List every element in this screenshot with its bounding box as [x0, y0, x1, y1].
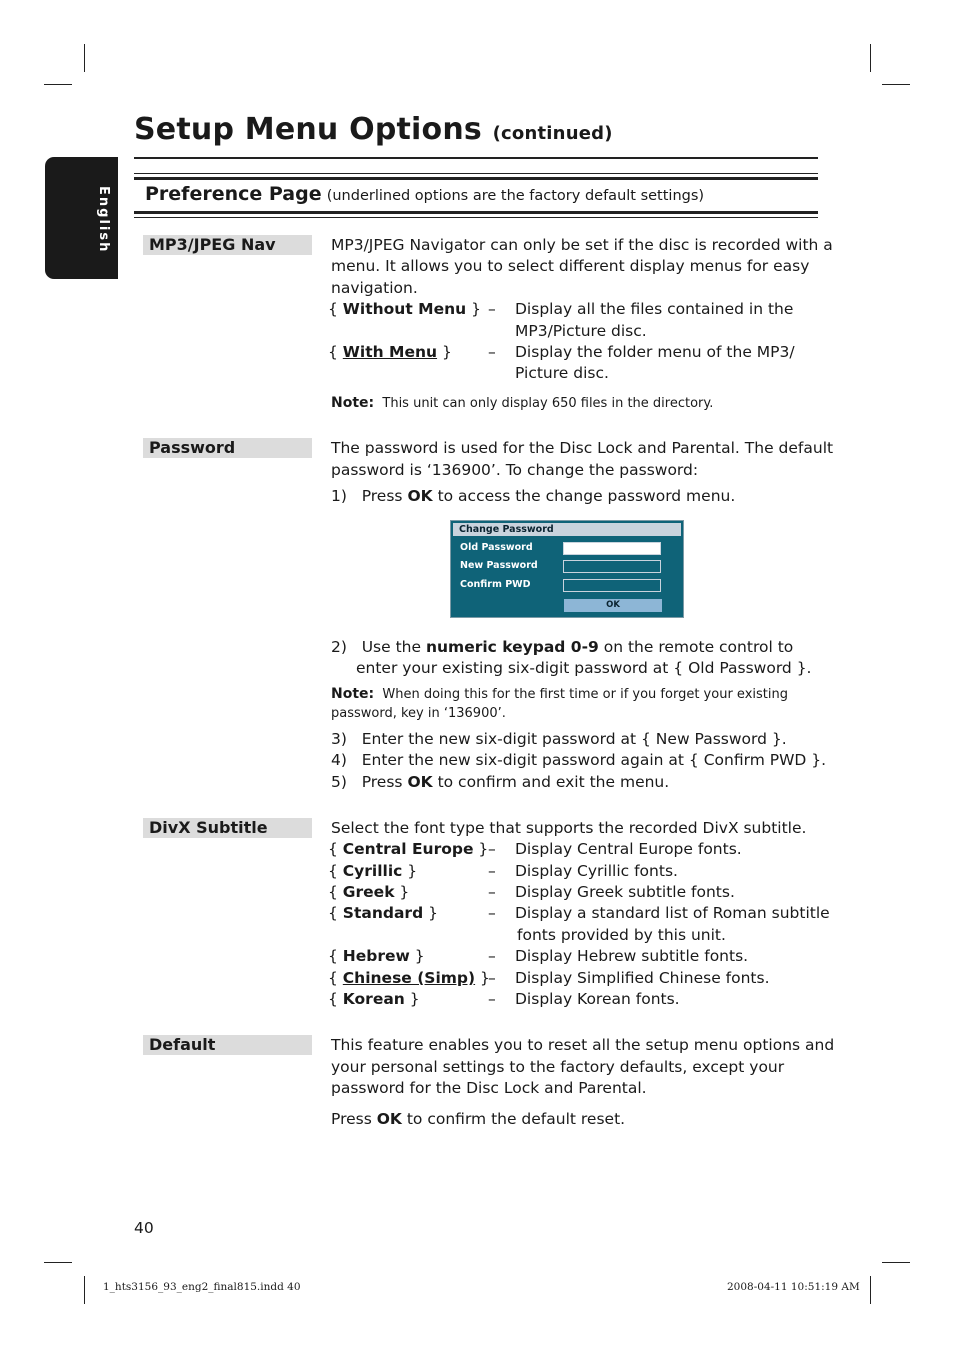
- new-password-label: New Password: [460, 560, 538, 571]
- crop-mark: [44, 1262, 72, 1263]
- option-name: Cyrillic: [342, 862, 403, 880]
- option-name: Without Menu: [342, 300, 467, 318]
- password-note: [331, 685, 788, 704]
- step-1: [331, 486, 735, 508]
- crop-mark: [44, 84, 72, 85]
- option-dash: –: [488, 947, 496, 965]
- footer-timestamp: 2008-04-11 10:51:19 AM: [727, 1281, 860, 1293]
- step-5: [331, 772, 669, 794]
- default-desc-line: This feature enables you to reset all the setup menu options and: [331, 1036, 835, 1054]
- language-tab-label: English: [96, 186, 111, 254]
- option-hebrew: { Hebrew }: [328, 947, 425, 965]
- step-text: on the remote control to: [603, 638, 794, 656]
- option-name: Standard: [342, 904, 424, 922]
- option-dash: –: [488, 300, 496, 318]
- divx-desc: Select the font type that supports the recorded DivX subtitle.: [331, 819, 807, 837]
- step-number: 4): [331, 751, 347, 769]
- option-standard: { Standard }: [328, 904, 438, 922]
- option-dash: –: [488, 840, 496, 858]
- dialog-header: Change Password: [453, 523, 681, 536]
- option-name: Hebrew: [342, 947, 410, 965]
- option-central-europe: { Central Europe }: [328, 840, 489, 858]
- divx-subtitle-label: DivX Subtitle: [143, 818, 312, 838]
- option-name: Chinese (Simp): [342, 969, 476, 987]
- step-key: OK: [407, 773, 433, 791]
- old-password-field[interactable]: [563, 542, 661, 555]
- option-chinese-simp: { Chinese (Simp) }: [328, 969, 490, 987]
- title-text: Setup Menu Options: [134, 112, 482, 147]
- step-text: Enter the new six-digit password again at { Confirm PWD }.: [361, 751, 827, 769]
- step-text: Use the: [361, 638, 422, 656]
- option-desc: Display all the files contained in the: [515, 300, 794, 318]
- option-dash: –: [488, 343, 496, 361]
- step-text: Enter the new six-digit password at { New Password }.: [361, 730, 787, 748]
- option-desc: Picture disc.: [515, 364, 609, 382]
- page-number: 40: [134, 1219, 154, 1237]
- crop-mark: [882, 1262, 910, 1263]
- title-rule: [134, 157, 818, 159]
- step-key: OK: [376, 1110, 402, 1128]
- old-password-label: Old Password: [460, 542, 533, 553]
- option-desc: Display Greek subtitle fonts.: [515, 883, 735, 901]
- step-number: 3): [331, 730, 347, 748]
- password-desc-line: The password is used for the Disc Lock and Parental. The default: [331, 439, 834, 457]
- option-desc: MP3/Picture disc.: [515, 322, 647, 340]
- option-dash: –: [488, 862, 496, 880]
- option-dash: –: [488, 990, 496, 1008]
- step-3: [331, 729, 787, 751]
- option-dash: –: [488, 969, 496, 987]
- step-number: 1): [331, 487, 347, 505]
- step-text: Press: [361, 773, 403, 791]
- option-greek: { Greek }: [328, 883, 410, 901]
- ok-button[interactable]: OK: [564, 599, 662, 612]
- password-label: Password: [143, 438, 312, 458]
- crop-mark: [870, 1276, 871, 1304]
- crop-mark: [84, 44, 85, 72]
- option-desc: Display Central Europe fonts.: [515, 840, 742, 858]
- default-desc-line: password for the Disc Lock and Parental.: [331, 1079, 647, 1097]
- option-dash: –: [488, 883, 496, 901]
- step-number: 2): [331, 638, 347, 656]
- option-name: Greek: [342, 883, 395, 901]
- note-text: This unit can only display 650 files in the directory.: [382, 396, 714, 411]
- footer-file: 1_hts3156_93_eng2_final815.indd 40: [103, 1281, 301, 1293]
- option-desc: fonts provided by this unit.: [517, 926, 726, 944]
- password-note-line2: password, key in ‘136900’.: [331, 706, 506, 721]
- step-text: to confirm the default reset.: [406, 1110, 626, 1128]
- step-key: numeric keypad 0-9: [425, 638, 599, 656]
- default-label: Default: [143, 1035, 312, 1055]
- crop-mark: [882, 84, 910, 85]
- option-name: With Menu: [342, 343, 438, 361]
- mp3-jpeg-nav-label: MP3/JPEG Nav: [143, 235, 312, 255]
- note-label: Note:: [331, 395, 375, 411]
- option-desc: Display Cyrillic fonts.: [515, 862, 678, 880]
- note-text: When doing this for the first time or if you forget your existing: [382, 687, 788, 702]
- option-name: Central Europe: [342, 840, 474, 858]
- step-key: OK: [407, 487, 433, 505]
- section-subtitle: (underlined options are the factory default settings): [326, 188, 705, 204]
- password-desc-line: password is ‘136900’. To change the password:: [331, 461, 699, 479]
- step-2-line2: enter your existing six-digit password at { Old Password }.: [356, 659, 812, 677]
- section-rule-bottom: [134, 217, 818, 218]
- option-desc: Display a standard list of Roman subtitle: [515, 904, 830, 922]
- section-rule-top: [134, 173, 818, 174]
- crop-mark: [84, 1276, 85, 1304]
- option-with-menu: { With Menu }: [328, 343, 452, 361]
- option-korean: { Korean }: [328, 990, 420, 1008]
- step-text: to confirm and exit the menu.: [437, 773, 670, 791]
- title-suffix: (continued): [492, 123, 613, 144]
- mp3-note: [331, 394, 713, 413]
- option-desc: Display the folder menu of the MP3/: [515, 343, 795, 361]
- option-desc: Display Hebrew subtitle fonts.: [515, 947, 749, 965]
- option-cyrillic: { Cyrillic }: [328, 862, 418, 880]
- crop-mark: [870, 44, 871, 72]
- option-without-menu: { Without Menu }: [328, 300, 481, 318]
- new-password-field[interactable]: [563, 560, 661, 573]
- step-4: [331, 750, 826, 772]
- section-rule-top-thick: [134, 177, 818, 180]
- step-number: 5): [331, 773, 347, 791]
- default-press: [331, 1109, 625, 1131]
- option-desc: Display Simplified Chinese fonts.: [515, 969, 770, 987]
- section-title: Preference Page: [145, 183, 322, 205]
- option-name: Korean: [342, 990, 405, 1008]
- section-rule-bottom-thick: [134, 211, 818, 214]
- note-label: Note:: [331, 686, 375, 702]
- mp3-desc-line: MP3/JPEG Navigator can only be set if the disc is recorded with a: [331, 236, 833, 254]
- step-text: to access the change password menu.: [437, 487, 736, 505]
- option-desc: Display Korean fonts.: [515, 990, 680, 1008]
- step-text: Press: [361, 487, 403, 505]
- default-desc-line: your personal settings to the factory defaults, except your: [331, 1058, 785, 1076]
- mp3-desc-line: menu. It allows you to select different display menus for easy: [331, 257, 810, 275]
- confirm-pwd-label: Confirm PWD: [460, 579, 531, 590]
- step-2: [331, 637, 793, 659]
- page-title: [134, 112, 613, 147]
- option-dash: –: [488, 904, 496, 922]
- change-password-dialog: [450, 520, 684, 618]
- section-heading: [145, 183, 704, 205]
- confirm-pwd-field[interactable]: [563, 579, 661, 592]
- step-text: Press: [331, 1110, 372, 1128]
- mp3-desc-line: navigation.: [331, 279, 418, 297]
